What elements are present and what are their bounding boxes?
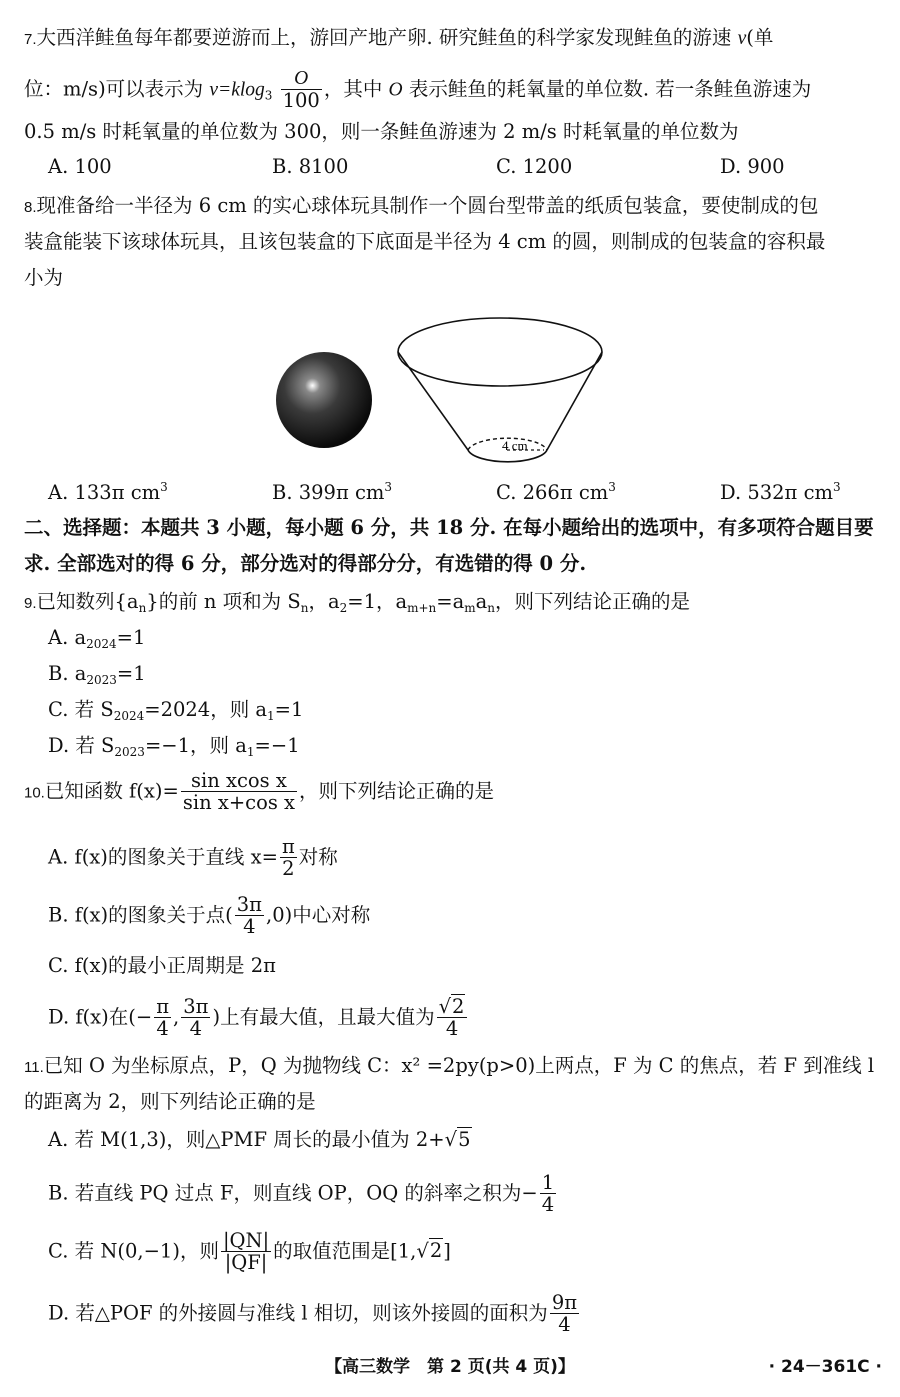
q9-option-d: D. 若 $S_{2023}=-1$，则 $a_1=-1$ [48,734,300,759]
frustum-radius-label: 4 cm [502,438,528,453]
q8-option-c: C. 266π $cm^3$ [496,480,616,504]
q8-line2: 装盒能装下该球体玩具，且该包装盒的下底面是半径为 4 cm 的圆，则制成的包装盒的容积最 [24,230,826,253]
q9-option-b: B. $a_{2023}=1$ [48,662,146,687]
q10-option-b: B. f(x)的图象关于点( $\frac{3\pi}{4}$ ,0)中心对称 [48,893,371,939]
page-footer: 【高三数学 第 2 页(共 4 页)】 [325,1357,575,1377]
q11-option-b: B. 若直线 PQ 过点 F，则直线 OP，OQ 的斜率之积为− $\frac{1}{4}$ [48,1171,555,1217]
exam-code: · 24－361C · [768,1357,882,1377]
q8-option-b: B. 399π $cm^3$ [272,480,393,504]
q11-option-c: C. 若 N(0,−1)，则 $\frac{|QN|}{|QF|}$ 的取值范围是[1,√2] [48,1229,451,1275]
q7-option-a: A. 100 [48,155,112,178]
q9-option-a: A. $a_{2024}=1$ [48,626,146,651]
q8-figure [260,300,640,475]
q11-number: 11. [24,1059,44,1076]
q7-option-b: B. 8100 [272,155,349,178]
q8-option-d: D. 532π $cm^3$ [720,480,841,504]
q7-fraction: $\frac{O}{100}$ [282,68,320,113]
q9-option-c: C. 若 $S_{2024}=2024$，则 $a_1=1$ [48,698,304,723]
q7-line2: 位：m/s)可以表示为 v=klog$_3$ $\frac{O}{100}$ ，其中 O 表示鲑鱼的耗氧量的单位数. 若一条鲑鱼游速为 [24,68,812,113]
section2-heading-line1: 二、选择题：本题共 3 小题，每小题 6 分，共 18 分. 在每小题给出的选项中，有多项符合题目要 [24,516,874,539]
q8-line1: 8.现准备给一半径为 6 cm 的实心球体玩具制作一个圆台型带盖的纸质包装盒，要使制成的包 [24,194,819,217]
q10-function-fraction: $\frac{\text{sin xcos x}}{\text{sin x+cos x}}$ [182,769,296,815]
q11-option-d: D. 若△POF 的外接圆与准线 l 相切，则该外接圆的面积为 $\frac{9\pi}{4}$ [48,1291,578,1337]
q7-number: 7. [24,31,37,48]
q7-line3: 0.5 m/s 时耗氧量的单位数为 300，则一条鲑鱼游速为 2 m/s 时耗氧量的单位数为 [24,120,739,143]
q7-line1: 7.大西洋鲑鱼每年都要逆游而上，游回产地产卵. 研究鲑鱼的科学家发现鲑鱼的游速 v(单 [24,26,774,49]
q11-line2: 的距离为 2，则下列结论正确的是 [24,1090,316,1113]
q10-option-c: C. f(x)的最小正周期是 2π [48,954,276,977]
q11-option-a: A. 若 M(1,3)，则△PMF 周长的最小值为 2+√5 [48,1128,471,1151]
section2-heading-line2: 求. 全部选对的得 6 分，部分选对的得部分分，有选错的得 0 分. [24,552,587,575]
q10-stem: 10.已知函数 f(x)= $\frac{\text{sin xcos x}}{\text{sin x+cos x}}$ ，则下列结论正确的是 [24,769,495,815]
q8-number: 8. [24,199,37,216]
q10-number: 10. [24,784,45,802]
q8-line3: 小为 [24,266,64,289]
q11-line1: 11.已知 O 为坐标原点，P，Q 为抛物线 C：x² =2py(p>0)上两点，F 为 C 的焦点，若 F 到准线 l [24,1054,875,1077]
q10-option-d: D. f(x)在(− $\frac{\pi}{4}$ , $\frac{3\pi}{4}$ )上有最大值，且最大值为 $\frac{√2}{4}$ [48,996,469,1040]
q7-option-d: D. 900 [720,155,785,178]
frustum-top [398,318,602,386]
q7-option-c: C. 1200 [496,155,573,178]
q9-number: 9. [24,595,37,612]
q8-option-a: A. 133π $cm^3$ [48,480,168,504]
q9-stem: 9.已知数列$\{a_n\}$的前 n 项和为 $S_n$，$a_2=1$，$a_{m+n}=a_ma_n$，则下列结论正确的是 [24,590,691,615]
q10-option-a: A. f(x)的图象关于直线 x= $\frac{\pi}{2}$ 对称 [48,835,338,881]
sphere-toy [276,352,372,448]
